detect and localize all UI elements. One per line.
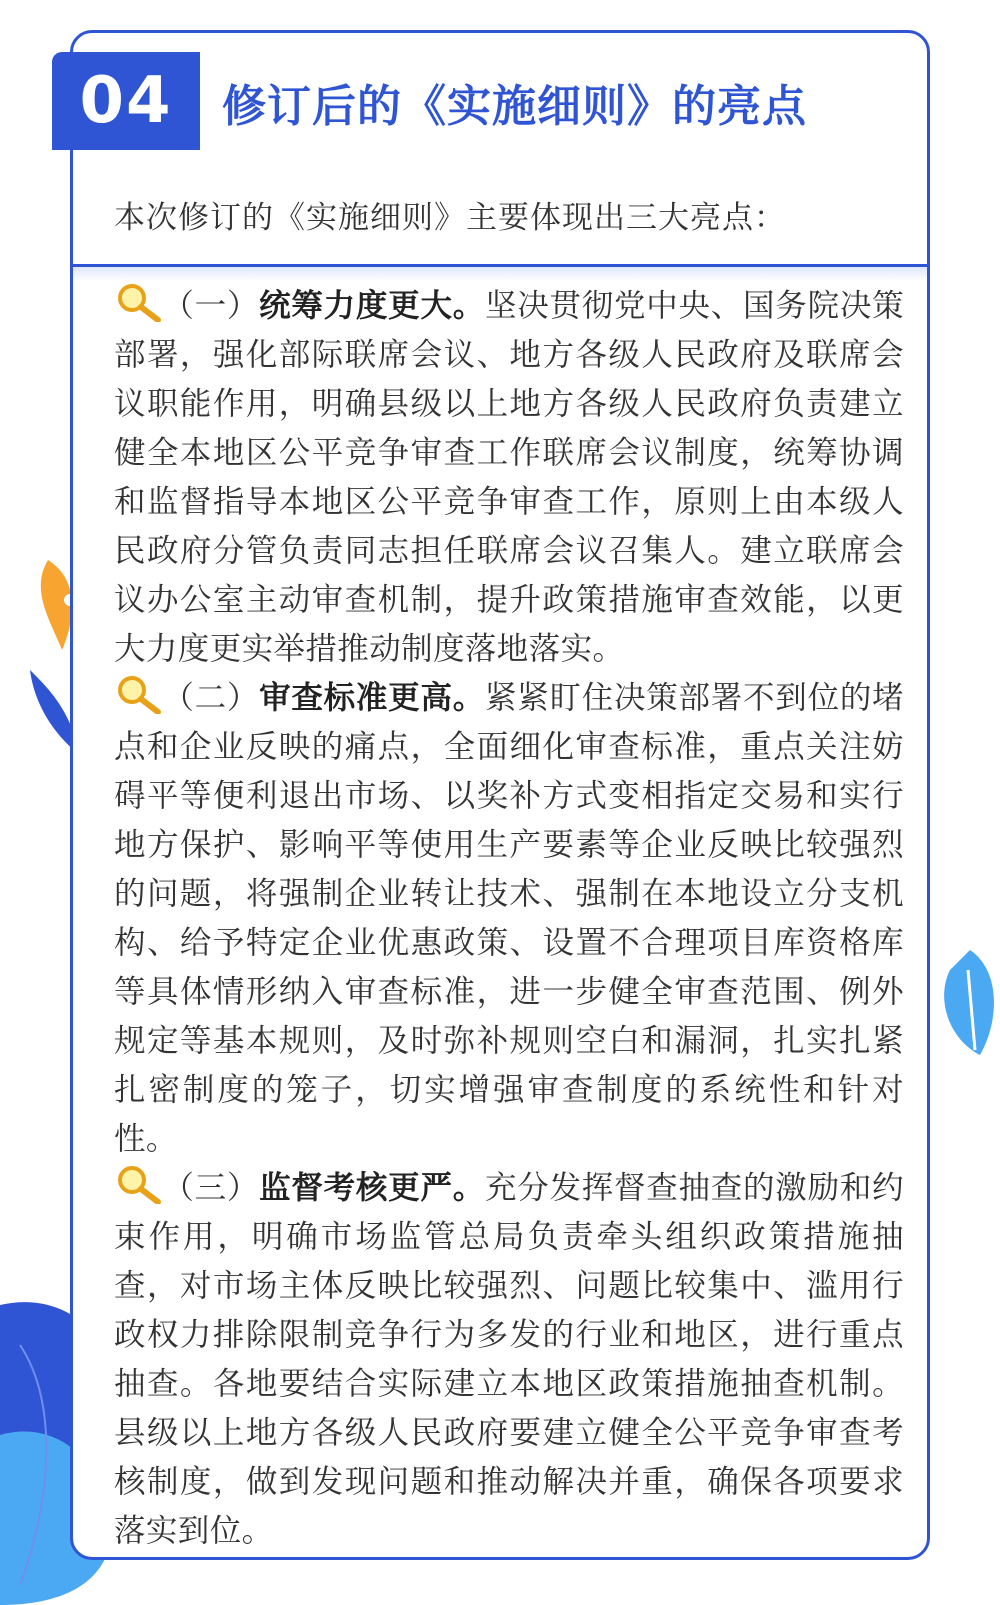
point-heading: 审查标准更高。 <box>259 680 485 716</box>
point-prefix: （三） <box>162 1170 260 1206</box>
point-heading: 监督考核更严。 <box>259 1170 485 1206</box>
section-number-badge: 04 <box>52 52 200 150</box>
point-prefix: （一） <box>162 288 260 324</box>
magnifier-icon <box>114 1164 162 1204</box>
magnifier-icon <box>114 674 162 714</box>
highlight-point-3 <box>114 1164 904 1556</box>
highlight-point-2 <box>114 674 904 1164</box>
highlight-point-1 <box>114 282 904 674</box>
intro-text: 本次修订的《实施细则》主要体现出三大亮点： <box>114 200 786 236</box>
point-text: 充分发挥督查抽查的激励和约束作用，明确市场监管总局负责牵头组织政策措施抽查，对市场主体反映比较强烈、问题比较集中、滥用行政权力排除限制竞争行为多发的行业和地区，进行重点抽查。各地要结合实际建立本地区政策措施抽查机制。县级以上地方各级人民政府要建立健全公平竞争审查考核制度，做到发现问题和推动解决并重，确保各项要求落实到位。 <box>114 1170 904 1549</box>
blue-leaf-decoration <box>930 950 1000 1060</box>
highlights-body <box>114 282 904 1556</box>
point-heading: 统筹力度更大。 <box>259 288 485 324</box>
point-text: 紧紧盯住决策部署不到位的堵点和企业反映的痛点，全面细化审查标准，重点关注妨碍平等便利退出市场、以奖补方式变相指定交易和实行地方保护、影响平等使用生产要素等企业反映比较强烈的问题，将强制企业转让技术、强制在本地设立分支机构、给予特定企业优惠政策、设置不合理项目库资格库等具体情形纳入审查标准，进一步健全审查范围、例外规定等基本规则，及时弥补规则空白和漏洞，扎实扎紧扎密制度的笼子，切实增强审查制度的系统性和针对性。 <box>114 680 904 1157</box>
section-title: 修订后的《实施细则》的亮点 <box>222 81 807 132</box>
magnifier-icon <box>114 282 162 322</box>
point-prefix: （二） <box>162 680 260 716</box>
point-text: 坚决贯彻党中央、国务院决策部署，强化部际联席会议、地方各级人民政府及联席会议职能作用，明确县级以上地方各级人民政府负责建立健全本地区公平竞争审查工作联席会议制度，统筹协调和监督指导本地区公平竞争审查工作，原则上由本级人民政府分管负责同志担任联席会议召集人。建立联席会议办公室主动审查机制，提升政策措施审查效能，以更大力度更实举措推动制度落地落实。 <box>114 288 904 667</box>
header-shadow <box>73 267 927 281</box>
